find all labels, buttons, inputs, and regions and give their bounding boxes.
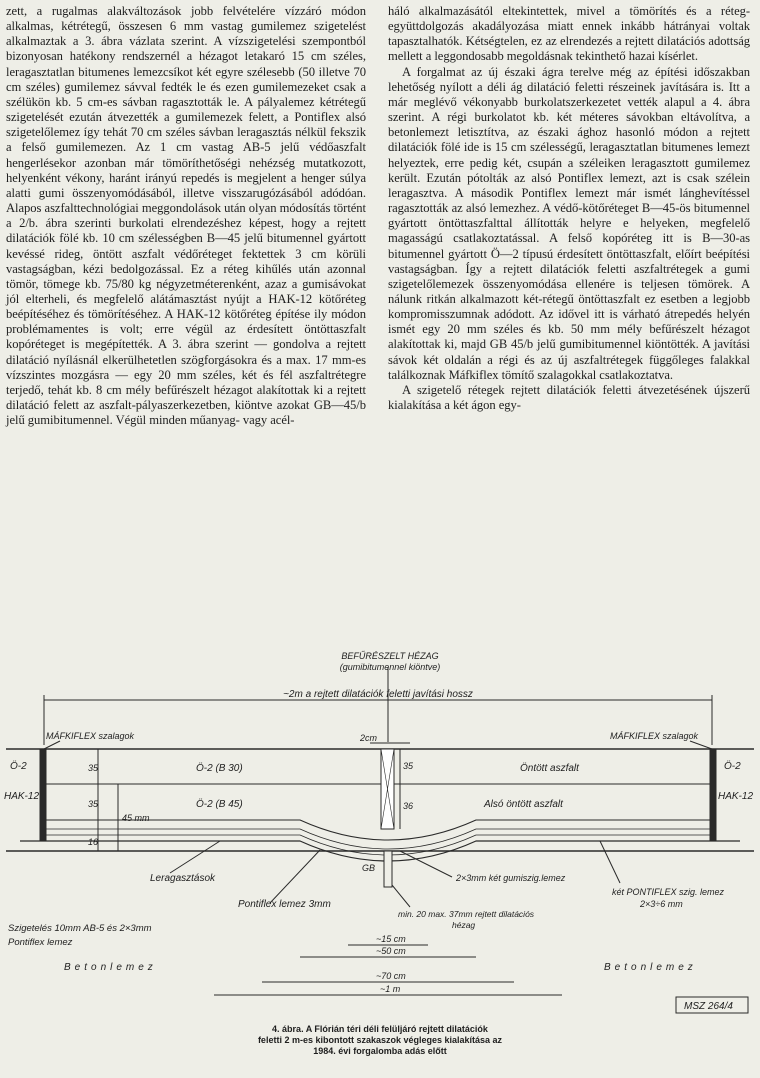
concrete-right-label: Betonlemez bbox=[604, 962, 697, 973]
hak12-right-label: HAK-12 bbox=[718, 791, 754, 802]
cast-asphalt-label: Öntött aszfalt bbox=[520, 763, 579, 774]
dim-45mm: 45 mm bbox=[122, 813, 150, 823]
cross-section-drawing bbox=[0, 645, 760, 1020]
leader bbox=[270, 850, 320, 903]
standard-label: MSZ 264/4 bbox=[684, 1001, 733, 1012]
mafkiflex-right-label: MÁFKIFLEX szalagok bbox=[610, 731, 699, 741]
o2-left-label: Ö-2 bbox=[10, 761, 27, 772]
saw-joint-sublabel: (gumibitumennel kiöntve) bbox=[339, 662, 441, 672]
lower-cast-asphalt-label: Alsó öntött aszfalt bbox=[484, 799, 563, 810]
mafkiflex-tape-right bbox=[710, 749, 716, 841]
dim-1m-label: ~1 m bbox=[380, 984, 401, 994]
dim-50cm-label: ~50 cm bbox=[376, 946, 406, 956]
leader bbox=[392, 885, 410, 907]
leader bbox=[44, 741, 60, 749]
rubber-sheet-label: 2×3mm két gumiszig.lemez bbox=[456, 873, 566, 883]
dilation-gap bbox=[384, 851, 392, 887]
figure-caption bbox=[180, 1024, 580, 1057]
pontiflex-3mm-label: Pontiflex lemez 3mm bbox=[238, 899, 331, 910]
dim-16: 16 bbox=[88, 837, 99, 847]
paragraph: A szigetelő rétegek rejtett dilatációk feletti átvezetésének újszerű kialakítása a két ágon egy- bbox=[388, 382, 750, 413]
o2-b45-label: Ö-2 (B 45) bbox=[196, 799, 243, 810]
mafkiflex-tape-left bbox=[40, 749, 46, 841]
o2-b30-label: Ö-2 (B 30) bbox=[196, 763, 243, 774]
leragasztasok-label: Leragasztások bbox=[150, 873, 216, 884]
dim-35: 35 bbox=[88, 799, 99, 809]
caption-line: feletti 2 m-es kibontott szakaszok végleges kialakítása az bbox=[257, 1035, 503, 1045]
gb-label: GB bbox=[362, 863, 376, 873]
caption-line: 4. ábra. A Flórián téri déli felüljáró rejtett dilatációk bbox=[272, 1024, 488, 1034]
dim-2cm-label: 2cm bbox=[360, 733, 378, 743]
rubber-layer bbox=[44, 835, 712, 855]
caption-line: 1984. évi forgalomba adás előtt bbox=[313, 1046, 447, 1056]
leader bbox=[600, 841, 620, 883]
pontiflex-right-label: két PONTIFLEX szig. lemez bbox=[612, 887, 725, 897]
dim-36: 36 bbox=[403, 801, 414, 811]
concrete-left-label: Betonlemez bbox=[64, 962, 157, 973]
pontiflex-right-sublabel: 2×3÷6 mm bbox=[640, 899, 683, 909]
pontiflex-sheet-label: Pontiflex lemez bbox=[8, 937, 73, 948]
left-text-column bbox=[6, 4, 366, 428]
layer-boundary-curved bbox=[44, 820, 712, 840]
mafkiflex-left-label: MÁFKIFLEX szalagok bbox=[46, 731, 135, 741]
gap-word: hézag bbox=[452, 920, 476, 930]
dim-70cm-label: ~70 cm bbox=[376, 971, 406, 981]
repair-length-label: ~2m a rejtett dilatációk feletti javítási hossz bbox=[283, 689, 473, 700]
o2-right-label: Ö-2 bbox=[724, 761, 741, 772]
leader bbox=[690, 741, 712, 749]
dim-35: 35 bbox=[403, 761, 414, 771]
rubber-layer bbox=[44, 829, 712, 849]
dim-15cm-label: ~15 cm bbox=[376, 934, 406, 944]
paragraph: A forgalmat az új északi ágra terelve még az építési időszakban lehetőség nyílott a déli ág dilatáció feletti részeinek javítására is. Itt a már meglévő vékonyabb burkolatszerkezetet vették alapul a 4. ábra szerint. A régi burkolatot kb. két méteres sávokban eltávolítva, a betonlemezt letisztítva, az északi ághoz hasonló módon a rejtett dilatációk fölé ide is 15 cm szélességű, leragasztatlan bitumenes lemezt helyeztek, erre pedig két, csupán a széleiken leragasztott gumilemez került. Ezután pótolták az alsó Pontiflex lemezt, azt is csak szélein leragasztva. A második Pontiflex lemezt már ismét lánghevítéssel ragasztották az alsó lemezhez. A védő-kötőréteget B—45-ös bitumennel gyártott öntöttaszfalttal állították helyre e helyeken, megfelelő magasságú csatlakoztatással. A felső kopóréteg itt is B—30-as bitumennel gyártott Ö—2 típusú érdesített öntöttaszfalt, előírt beépítési vastagságban. Így a rejtett dilatációk feletti aszfaltrétegek a gumi szigetelőlemezek összenyomódása ellenére is teljesen tömörek. A nálunk ritkán alkalmazott két-rétegű öntöttaszfalt ez esetben a legjobb kompromisszumnak adódott. Az idővel itt is várható átrepedés helyén ismét egy 20 mm széles és kb. 50 mm mély befűrészelt hézagot alakítottak ki, majd GB 45/b jelű gumibitumennel kiöntötték. A javítási sávok két oldalán a régi és az új aszfaltrétegek függőleges falakkal találkoznak Máfkiflex tömítő szalagokkal csatlakoztatva. bbox=[388, 64, 750, 382]
hak12-left-label: HAK-12 bbox=[4, 791, 40, 802]
leader bbox=[400, 851, 452, 877]
right-text-column bbox=[388, 4, 750, 413]
leader bbox=[170, 841, 220, 873]
paragraph: zett, a rugalmas alakváltozások jobb felvételére vízzáró módon alkalmas, kétrétegű, összesen 6 mm vastag gumilemez szigetelést alkalmaztak a 3. ábra vázlata szerint. A vízszigetelési szempontból bizonyosan hatékony rendszernél a hézagot letakaró 15 cm széles, leragasztatlan bitumenes lemezcsíkot két egyre szélesebb (50 illetve 70 cm széles) gumilemez sávval fedték le és ezen gumilemezeket csak a szélükön kb. 5 cm-es sávban ragasztották le. A pályalemez kétrétegű szigetelését ezután átvezették a gumilemezek felett, a Pontiflex alsó szigetelőlemez így tehát 70 cm széles sávban leragasztás nélkül fekszik a felső gumilemezen. Az 1 cm vastag AB-5 jelű védőaszfalt hengerlésekor azonban már tömöríthetőségi nehézség mutatkozott, helyenként vékony, haránt irányú repedés is megjelent a henger súlya alatti gumi összenyomódásából, illetve visszarugózásából adódóan. Alapos aszfalttechnológiai meggondolások után olyan módosítás történt a 2/b. ábra szerinti burkolati elrendezéshez képest, hogy a rejtett dilatációk fölé kb. 10 cm szélességben B—45 jelű bitumennel gyártott kevéssé rideg, öntött aszfalt védőréteget fektettek 3 cm körüli vastagságban, kézi bedolgozással. Ez a réteg kihűlés után azonnal tömör, tömege kb. 75/80 kg négyzetméterenként, azaz a gumisávokat jól elterheli, és megfelelő alátámasztást nyújt a HAK-12 kötőréteg beépítéséhez és tömörítéséhez. A HAK-12 kötőréteg építése ily módon problémamentes is volt; erre végül az érdesített öntöttaszfalt kopóréteget is megépítették. A 3. ábra szerint — gondolva a rejtett dilatáció nyílásnál elkerülhetetlen szögforgásokra és a max. 17 mm-es vízszintes mozgásra — egy 20 mm széles, két és fél aszfaltrétegre terjedő, tehát kb. 8 cm mély befűrészelt hézagot alakítottak ki a rejtett dilatáció felett az aszfalt-pályaszerkezetben, kiöntve azokat GB—45/b jelű gumibitumennel. Végül minden műanyag- vagy acél- bbox=[6, 4, 366, 428]
insulation-label: Szigetelés 10mm AB-5 és 2×3mm bbox=[8, 923, 152, 934]
saw-joint-label: BEFŰRÉSZELT HÉZAG bbox=[341, 651, 439, 661]
gap-note: min. 20 max. 37mm rejtett dilatációs bbox=[398, 909, 535, 919]
section-drawing-figure bbox=[0, 645, 760, 1020]
dim-35: 35 bbox=[88, 763, 99, 773]
paragraph: háló alkalmazásától eltekintettek, mivel a tömörítés és a réteg-együttdolgozás akadályozása miatt ennek inkább hátrányai voltak tapasztalhatók. Kétségtelen, ez az elrendezés a rejtett dilatációs adottság mellett a leggondosabb megoldásnak tekinthető hazai kísérlet. bbox=[388, 4, 750, 64]
